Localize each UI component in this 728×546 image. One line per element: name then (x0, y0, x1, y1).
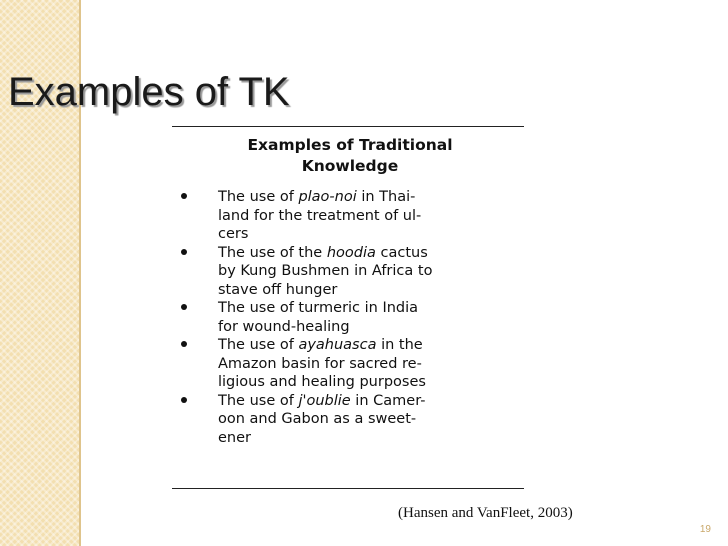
line-text: The use of turmeric in India (218, 300, 419, 316)
line-text: for wound-healing (218, 318, 350, 335)
figure-bottom-rule (172, 488, 524, 489)
line-text: ener (218, 429, 251, 446)
bullet-dot-icon (181, 397, 187, 403)
line-text: Amazon basin for sacred re- (218, 355, 422, 372)
line-text: The use of (218, 392, 299, 409)
line-text: ligious and healing purposes (218, 374, 426, 390)
tk-example-line (218, 299, 432, 318)
tk-example-line (218, 410, 432, 429)
tk-example-line (218, 392, 432, 411)
line-text: land for the treatment of ul- (218, 207, 422, 224)
line-text: cers (218, 226, 249, 242)
tk-example-line (218, 336, 432, 355)
line-text: stave off hunger (218, 281, 338, 298)
tk-example-line (218, 188, 432, 207)
tk-example-line (218, 318, 432, 337)
bullet-dot-icon (181, 193, 187, 199)
tk-example-line (218, 355, 432, 374)
line-text: oon and Gabon as a sweet- (218, 411, 417, 427)
line-text: The use of the (218, 244, 327, 261)
tk-example-item (172, 244, 432, 300)
line-text: in Thai- (356, 189, 416, 205)
figure-title (218, 135, 482, 177)
italic-term: j'oublie (298, 392, 351, 409)
tk-example-line (218, 225, 432, 244)
line-text: in the (376, 337, 423, 353)
figure-title-line-1: Examples of Traditional (247, 136, 453, 154)
figure-title-line-2: Knowledge (301, 157, 399, 175)
line-text: The use of (218, 337, 299, 353)
line-text: in Camer- (350, 392, 426, 409)
italic-term: hoodia (326, 244, 376, 261)
tk-example-item (172, 392, 432, 448)
tk-example-item (172, 188, 432, 244)
page-number: 19 (699, 524, 711, 535)
italic-term: ayahuasca (298, 337, 377, 353)
tk-example-item (172, 336, 432, 392)
italic-term: plao-noi (298, 189, 357, 205)
figure-top-rule (172, 126, 524, 127)
tk-example-line (218, 281, 432, 300)
tk-example-line (218, 429, 432, 448)
line-text: by Kung Bushmen in Africa to (218, 263, 433, 279)
citation: (Hansen and VanFleet, 2003) (398, 505, 573, 521)
tk-example-list (172, 188, 432, 447)
tk-example-line (218, 244, 432, 263)
slide-title: Examples of TK (8, 70, 290, 114)
bullet-dot-icon (181, 341, 187, 347)
bullet-dot-icon (181, 249, 187, 255)
line-text: cactus (375, 244, 428, 261)
tk-example-line (218, 262, 432, 281)
tk-example-line (218, 207, 432, 226)
line-text: The use of (218, 189, 299, 205)
figure-box (172, 126, 524, 490)
tk-example-line (218, 373, 432, 392)
tk-example-item (172, 299, 432, 336)
bullet-dot-icon (181, 304, 187, 310)
